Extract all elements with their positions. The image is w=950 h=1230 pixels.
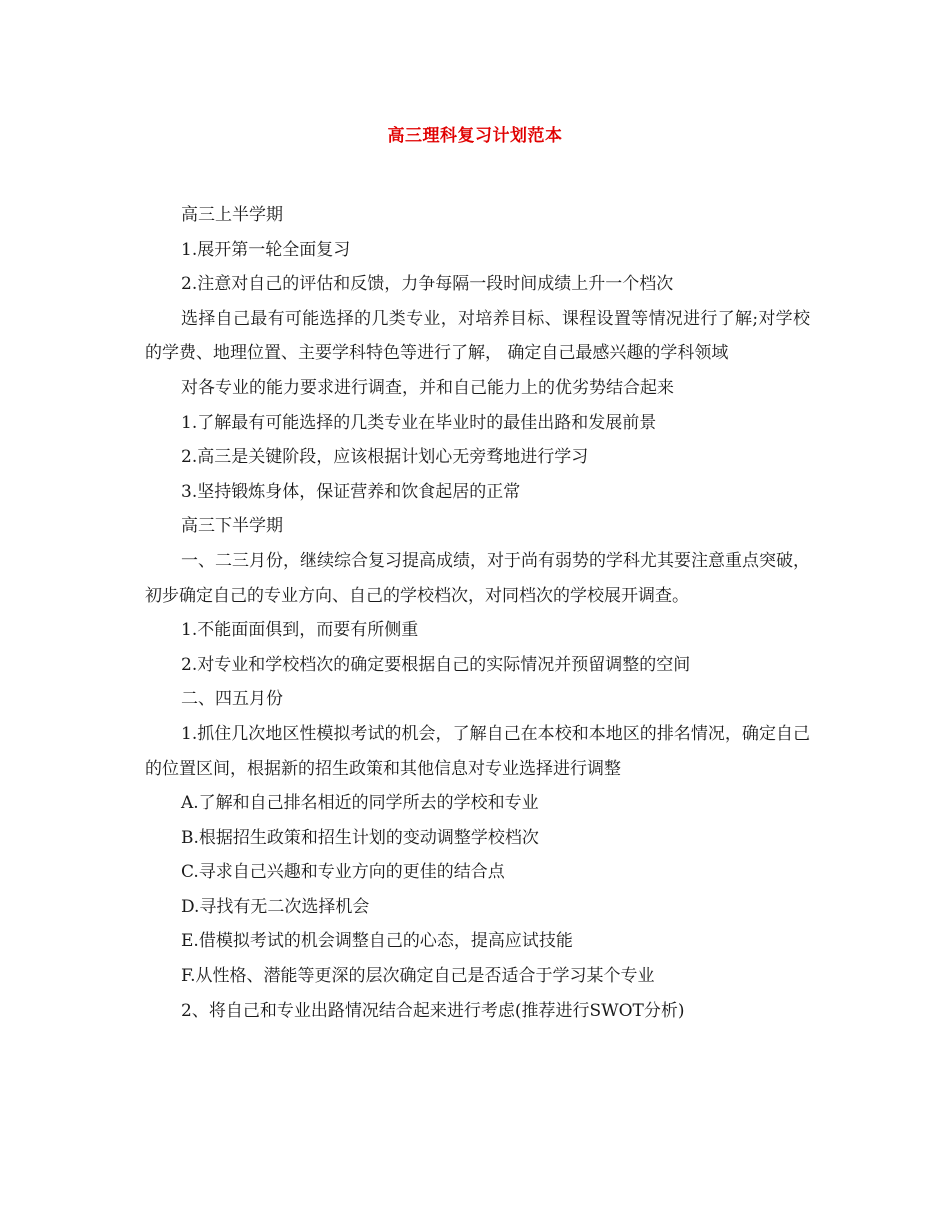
- paragraph: 对各专业的能力要求进行调查，并和自己能力上的优劣势结合起来: [181, 377, 674, 398]
- paragraph: 高三上半学期: [181, 205, 283, 225]
- paragraph: 选择自己最有可能选择的几类专业，对培养目标、课程设置等情况进行了解;对学校的学费、地理位置、主要学科特色等进行了解， 确定自己最感兴趣的学科领域: [145, 308, 810, 364]
- paragraph: 3.坚持锻炼身体，保证营养和饮食起居的正常: [181, 481, 521, 502]
- paragraph: D.寻找有无二次选择机会: [181, 896, 370, 917]
- paragraph: 1.不能面面俱到，而要有所侧重: [181, 620, 419, 641]
- paragraph: B.根据招生政策和招生计划的变动调整学校档次: [181, 827, 539, 848]
- paragraph: 二、四五月份: [181, 689, 283, 710]
- paragraph: 2.注意对自己的评估和反馈，力争每隔一段时间成绩上升一个档次: [181, 274, 674, 295]
- paragraph: 2.对专业和学校档次的确定要根据自己的实际情况并预留调整的空间: [181, 654, 691, 675]
- paragraph: 2.高三是关键阶段，应该根据计划心无旁骛地进行学习: [181, 447, 589, 468]
- paragraph: 1.抓住几次地区性模拟考试的机会，了解自己在本校和本地区的排名情况，确定自己的位置区间，根据新的招生政策和其他信息对专业选择进行调整: [145, 723, 810, 779]
- document-title: 高三理科复习计划范本: [387, 126, 563, 146]
- paragraph: 一、二三月份，继续综合复习提高成绩，对于尚有弱势的学科尤其要注意重点突破，初步确定自己的专业方向、自己的学校档次，对同档次的学校展开调查。: [145, 550, 810, 606]
- paragraph: F.从性格、潜能等更深的层次确定自己是否适合于学习某个专业: [181, 966, 655, 987]
- paragraph: A.了解和自己排名相近的同学所去的学校和专业: [181, 793, 539, 814]
- paragraph: 1.展开第一轮全面复习: [181, 239, 351, 260]
- paragraph: 1.了解最有可能选择的几类专业在毕业时的最佳出路和发展前景: [181, 412, 657, 433]
- paragraph: E.借模拟考试的机会调整自己的心态，提高应试技能: [181, 931, 573, 952]
- paragraph: 2、将自己和专业出路情况结合起来进行考虑(推荐进行SWOT分析): [181, 1000, 685, 1021]
- document-body: [145, 198, 810, 1028]
- paragraph: 高三下半学期: [181, 516, 283, 537]
- paragraph: C.寻求自己兴趣和专业方向的更佳的结合点: [181, 862, 505, 883]
